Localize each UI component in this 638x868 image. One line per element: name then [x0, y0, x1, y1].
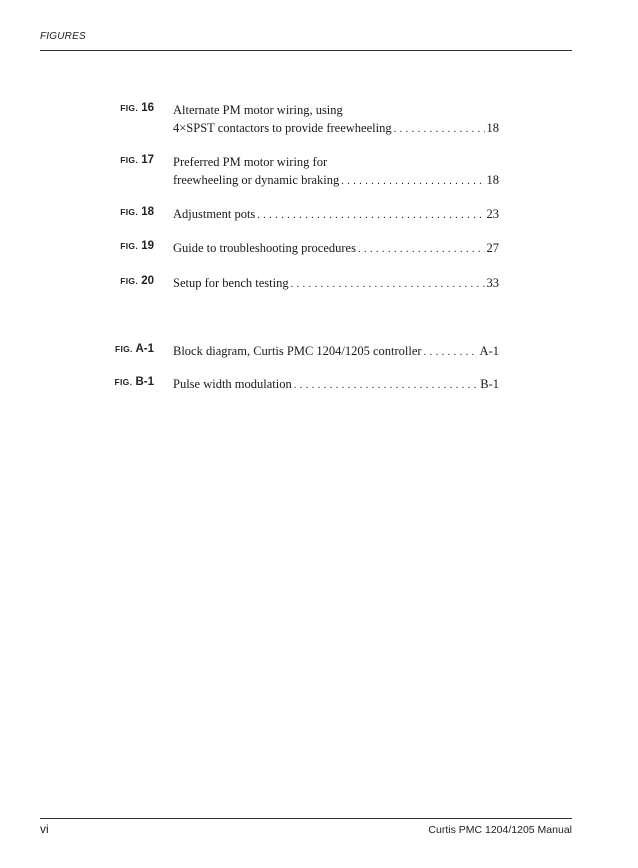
figure-number: A-1: [135, 343, 154, 355]
figure-label: [120, 154, 154, 166]
dot-leader: [257, 207, 484, 225]
page-number: 23: [486, 207, 499, 221]
figure-prefix: FIG.: [120, 207, 138, 217]
dot-leader: [424, 344, 478, 362]
dot-leader: [341, 173, 484, 191]
figure-caption: [173, 101, 499, 139]
dot-leader: [291, 276, 485, 294]
dot-leader: [294, 377, 479, 395]
dot-leader: [394, 121, 485, 139]
figure-caption: [173, 153, 499, 191]
footer-manual-title: Curtis PMC 1204/1205 Manual: [428, 824, 572, 836]
page-number: A-1: [479, 344, 499, 358]
figure-label: [120, 275, 154, 287]
figure-label: [120, 240, 154, 252]
figure-caption: [173, 342, 499, 362]
caption-line: Preferred PM motor wiring for: [173, 155, 328, 169]
figure-number: 18: [141, 206, 154, 218]
caption-line: Alternate PM motor wiring, using: [173, 103, 343, 117]
figure-number: 20: [141, 275, 154, 287]
figure-caption: [173, 375, 499, 395]
page-number: 27: [486, 241, 499, 255]
section-header: FIGURES: [40, 31, 86, 42]
figure-label: [115, 343, 154, 355]
caption-line: freewheeling or dynamic braking: [173, 173, 340, 187]
figure-number: 19: [141, 240, 154, 252]
caption-line: Block diagram, Curtis PMC 1204/1205 controller: [173, 344, 422, 358]
caption-line: Adjustment pots: [173, 207, 256, 221]
footer-page-number: vi: [40, 822, 49, 836]
caption-line: 4×SPST contactors to provide freewheeling: [173, 121, 392, 135]
figure-caption: [173, 205, 499, 225]
figure-number: 16: [141, 102, 154, 114]
page-number: 18: [486, 173, 499, 187]
caption-line: Guide to troubleshooting procedures: [173, 241, 356, 255]
page-number: B-1: [480, 377, 499, 391]
footer-rule: [40, 818, 572, 819]
figure-prefix: FIG.: [120, 155, 138, 165]
figure-prefix: FIG.: [114, 344, 133, 354]
figure-label: [120, 102, 154, 114]
figure-prefix: FIG.: [120, 241, 138, 251]
figure-prefix: FIG.: [114, 377, 133, 387]
figure-prefix: FIG.: [120, 103, 138, 113]
figure-label: [115, 376, 154, 388]
page-number: 33: [486, 276, 499, 290]
figure-caption: [173, 274, 499, 294]
figure-label: [120, 206, 154, 218]
page-number: 18: [486, 121, 499, 135]
caption-line: Pulse width modulation: [173, 377, 292, 391]
caption-line: Setup for bench testing: [173, 276, 289, 290]
figure-number: 17: [141, 154, 154, 166]
figure-caption: [173, 239, 499, 259]
figure-prefix: FIG.: [120, 276, 138, 286]
figure-number: B-1: [135, 376, 154, 388]
dot-leader: [358, 241, 485, 259]
